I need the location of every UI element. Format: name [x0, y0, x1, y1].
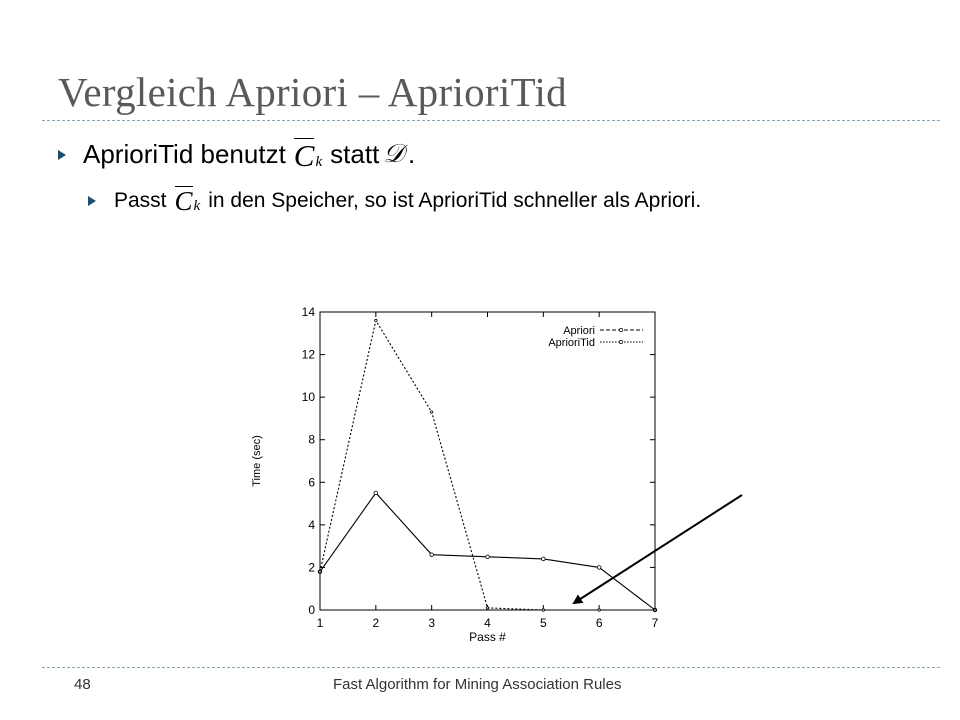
- footer-title: Fast Algorithm for Mining Association Rules: [333, 676, 622, 693]
- y-tick-label: 10: [301, 390, 315, 405]
- math-subscript: k: [193, 198, 201, 214]
- bullet-2-text-before: Passt: [114, 188, 167, 212]
- y-tick-label: 0: [308, 603, 315, 617]
- y-tick-label: 8: [308, 432, 315, 447]
- legend-label: AprioriTid: [548, 337, 595, 349]
- math-script-d: 𝒟: [383, 139, 405, 168]
- annotation-arrow-icon: [560, 485, 760, 615]
- page-number: 48: [74, 676, 91, 693]
- x-tick-label: 4: [484, 616, 491, 630]
- data-point-aprioritid: [375, 319, 377, 321]
- slide-title: Vergleich Apriori – AprioriTid: [58, 69, 567, 115]
- bullet-arrow-icon: [58, 150, 66, 160]
- bullet-2: [88, 186, 701, 215]
- x-tick-label: 3: [428, 616, 436, 630]
- x-axis-label: Pass #: [469, 630, 506, 644]
- y-tick-label: 4: [308, 517, 315, 532]
- x-tick-label: 1: [316, 616, 324, 630]
- math-subscript: k: [315, 154, 323, 170]
- bullet-1: [58, 138, 415, 171]
- y-tick-label: 14: [301, 305, 315, 319]
- data-point-apriori: [430, 553, 434, 557]
- y-tick-label: 12: [301, 347, 315, 362]
- x-tick-label: 5: [539, 616, 547, 630]
- bullet-arrow-icon: [88, 196, 96, 206]
- x-tick-label: 6: [595, 616, 603, 630]
- data-point-aprioritid: [319, 570, 321, 572]
- legend-marker: [619, 328, 622, 331]
- data-point-aprioritid: [542, 609, 544, 611]
- legend-label: Apriori: [563, 325, 595, 337]
- data-point-apriori: [374, 491, 378, 495]
- footer-divider: [42, 667, 940, 668]
- data-point-aprioritid: [486, 607, 488, 609]
- bullet-1-text-before: AprioriTid benutzt: [83, 139, 286, 169]
- y-tick-label: 6: [308, 475, 315, 490]
- y-tick-label: 2: [308, 560, 315, 575]
- data-point-apriori: [542, 557, 546, 561]
- bullet-1-text-mid: statt: [330, 139, 380, 169]
- x-tick-label: 2: [372, 616, 380, 630]
- legend-marker: [619, 340, 622, 343]
- title-divider: [42, 120, 940, 121]
- bullet-2-text-after: in den Speicher, so ist AprioriTid schneller als Apriori.: [208, 188, 702, 212]
- x-tick-label: 7: [651, 616, 659, 630]
- math-c-bar-k: [294, 138, 322, 171]
- y-axis-label: Time (sec): [251, 435, 263, 487]
- math-c-bar-k: [175, 186, 201, 215]
- data-point-apriori: [486, 555, 490, 559]
- data-point-aprioritid: [430, 411, 432, 413]
- bullet-1-text-after: .: [408, 139, 416, 169]
- math-base: C: [174, 186, 193, 216]
- math-base: C: [293, 138, 315, 173]
